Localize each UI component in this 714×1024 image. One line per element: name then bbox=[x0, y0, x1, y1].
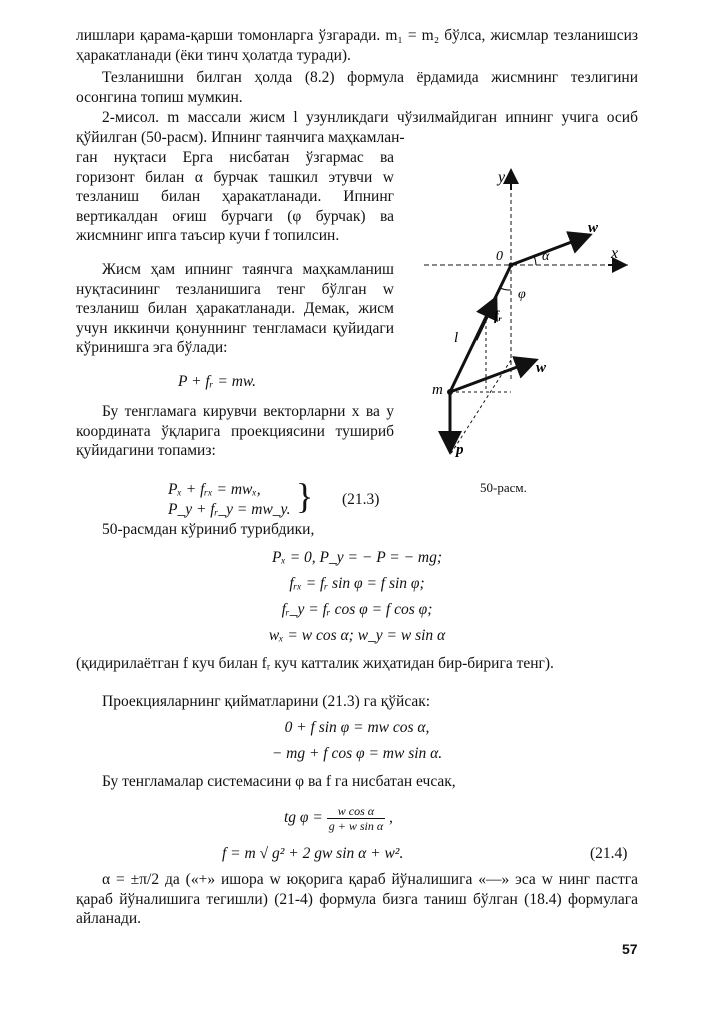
equation-wxy: wₓ = w cos α; w_y = w sin α bbox=[268, 627, 446, 644]
mass-point bbox=[447, 389, 453, 395]
paragraph-force-note: (қидирилаётган f куч билан fᵣ куч катталик жиҳатидан бир-бирига тенг). bbox=[76, 655, 554, 672]
equation-frx: fᵣₓ = fᵣ sin φ = f sin φ; bbox=[289, 575, 425, 592]
paragraph-example-2: 2-мисол. m массали жисм l узунликдаги чўзилмайдиган ипнинг учига осиб қўйилган (50-расм). Ипнинг таянчига маҳкамлан- bbox=[76, 109, 638, 146]
origin-point bbox=[509, 263, 514, 268]
phi-arc bbox=[500, 288, 511, 290]
figure-caption: 50-расм. bbox=[480, 480, 527, 495]
paragraph-conclusion: α = ±π/2 да («+» ишора w юқорига қараб йўналишига «—» эса w нинг пастга қараб йўналишига тегишли) (21-4) формула бизга таниш бўлган (18.4) формулага айланади. bbox=[76, 871, 638, 927]
equation-f-result: f = m √ g² + 2 gw sin α + w². bbox=[222, 845, 404, 862]
label-w-mid: w bbox=[536, 360, 547, 376]
label-w-top: w bbox=[588, 220, 599, 236]
paragraph-example-2-cont: ган нуқтаси Ерга нисбатан ўзгармас ва горизонт билан α бурчак ташкил этувчи w тезланиш билан ҳаракатланади. Ипнинг вертикалдан оғиш бурчаги (φ бурчак) ва жисмнинг ипга таъсир кучи f топилсин. bbox=[76, 149, 394, 244]
paragraph-intro: лишлари қарама-қарши томонларга ўзгаради. m₁ = m₂ бўлса, жисмлар тезланишсиз ҳаракатланади (ёки тинч ҳолатда туради). bbox=[76, 27, 638, 64]
equation-newton: P + fᵣ = mw. bbox=[178, 373, 256, 390]
equation-sub-1: 0 + f sin φ = mw cos α, bbox=[284, 719, 430, 736]
paragraph-acceleration: Жисм ҳам ипнинг таянчга маҳкамланиш нуқтасининг тезланишига тенг бўлган w тезланиш билан ҳаракатланади. Демак, жисм учун иккинчи қонуннинг тенгламаси қуйидаги кўринишга эга бўлади: bbox=[76, 261, 394, 356]
label-l: l bbox=[454, 330, 459, 346]
equation-tg-end: , bbox=[389, 809, 393, 827]
label-alpha: α bbox=[542, 249, 550, 264]
equation-tg-left: tg φ = bbox=[284, 809, 323, 827]
equation-tg-denominator: g + w sin α bbox=[328, 819, 384, 833]
w-vector-top bbox=[511, 235, 590, 265]
equation-proj-y: P_y + fᵣ_y = mw_y. bbox=[168, 501, 291, 518]
label-x: x bbox=[611, 245, 619, 262]
label-y: y bbox=[498, 169, 506, 186]
equation-tg-fraction bbox=[327, 804, 385, 833]
label-p: p bbox=[456, 442, 464, 458]
label-phi: φ bbox=[518, 287, 526, 302]
equation-sub-2: − mg + f cos φ = mw sin α. bbox=[271, 745, 443, 762]
equation-label-21-4: (21.4) bbox=[590, 845, 628, 862]
paragraph-substitute: Проекцияларнинг қийматларини (21.3) га қўйсак: bbox=[102, 693, 431, 710]
paragraph-projection: Бу тенгламага кирувчи векторларни x ва y координата ўқларига проекциясини тушириб қуйидагини топамиз: bbox=[76, 403, 394, 459]
figure-50-diagram bbox=[418, 160, 628, 460]
equation-label-21-3: (21.3) bbox=[342, 491, 380, 508]
label-o: 0 bbox=[496, 249, 503, 264]
equation-tg-phi bbox=[284, 804, 393, 833]
paragraph-solve: Бу тенгламалар системасини φ ва f га нисбатан ечсак, bbox=[102, 773, 456, 790]
label-fr: fᵣ bbox=[494, 309, 502, 324]
equation-proj-x: Pₓ + fᵣₓ = mwₓ, bbox=[168, 481, 261, 498]
equation-tg-numerator: w cos α bbox=[327, 804, 385, 819]
page-number: 57 bbox=[622, 941, 638, 957]
paragraph-from-figure: 50-расмдан кўриниб турибдики, bbox=[102, 521, 315, 538]
equation-px-py: Pₓ = 0, P_y = − P = − mg; bbox=[271, 549, 443, 566]
equation-brace: } bbox=[296, 476, 314, 516]
equation-fry: fᵣ_y = fᵣ cos φ = f cos φ; bbox=[281, 601, 433, 618]
alpha-arc bbox=[534, 256, 536, 265]
label-m: m bbox=[432, 382, 443, 398]
paragraph-velocity: Тезланишни билган ҳолда (8.2) формула ёрдамида жисмнинг тезлигини осонгина топиш мумкин. bbox=[76, 69, 638, 106]
